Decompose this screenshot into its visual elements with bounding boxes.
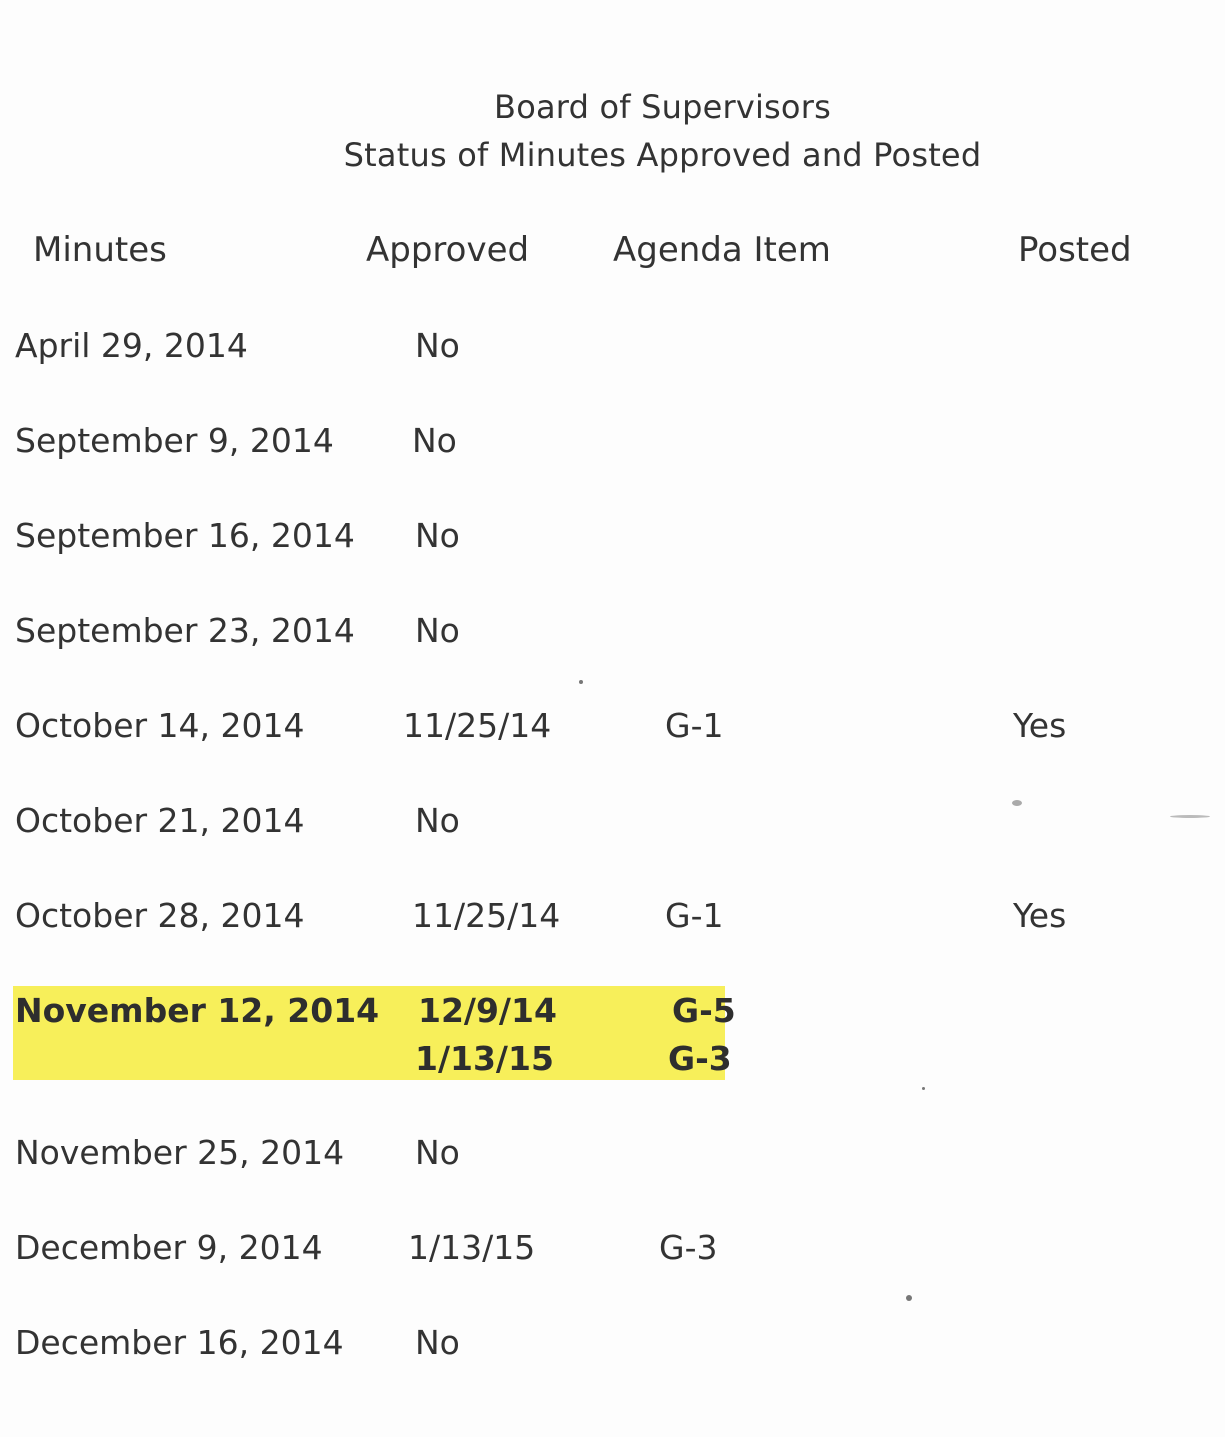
scan-speck (906, 1295, 912, 1301)
column-header-agenda-item: Agenda Item (613, 230, 831, 270)
row-agenda-item: G-3 (659, 1228, 718, 1267)
row-approved-value: No (412, 421, 457, 460)
scan-speck (1170, 815, 1210, 818)
row-posted-value: Yes (1013, 706, 1067, 745)
row-agenda-item: G-5 (672, 991, 736, 1030)
row-approved-value: No (415, 516, 460, 555)
row-approved-value: 1/13/15 (408, 1228, 536, 1267)
row-approved-value: No (415, 801, 460, 840)
row-approved-value-second: 1/13/15 (415, 1039, 554, 1078)
scan-speck (1012, 800, 1022, 806)
row-approved-value: 11/25/14 (403, 706, 552, 745)
row-minutes-date: November 12, 2014 (15, 991, 380, 1030)
row-minutes-date: September 23, 2014 (15, 611, 355, 650)
row-agenda-item: G-1 (665, 706, 724, 745)
row-agenda-item-second: G-3 (668, 1039, 732, 1078)
row-approved-value: No (415, 326, 460, 365)
document-subtitle: Status of Minutes Approved and Posted (343, 136, 982, 174)
row-minutes-date: December 16, 2014 (15, 1323, 344, 1362)
row-minutes-date: November 25, 2014 (15, 1133, 345, 1172)
row-posted-value: Yes (1013, 896, 1067, 935)
row-agenda-item: G-1 (665, 896, 724, 935)
row-minutes-date: September 16, 2014 (15, 516, 355, 555)
column-header-minutes: Minutes (33, 230, 167, 270)
row-minutes-date: December 9, 2014 (15, 1228, 323, 1267)
row-minutes-date: October 14, 2014 (15, 706, 305, 745)
column-header-approved: Approved (366, 230, 530, 270)
column-header-posted: Posted (1018, 230, 1132, 270)
row-minutes-date: October 28, 2014 (15, 896, 305, 935)
row-approved-value: No (415, 611, 460, 650)
document-title: Board of Supervisors (494, 88, 831, 126)
scan-speck (922, 1087, 925, 1090)
row-approved-value: 11/25/14 (412, 896, 561, 935)
row-minutes-date: October 21, 2014 (15, 801, 305, 840)
row-approved-value: No (415, 1323, 460, 1362)
row-minutes-date: April 29, 2014 (15, 326, 248, 365)
row-minutes-date: September 9, 2014 (15, 421, 334, 460)
scan-speck (579, 680, 583, 684)
row-approved-value: No (415, 1133, 460, 1172)
row-approved-value: 12/9/14 (418, 991, 557, 1030)
